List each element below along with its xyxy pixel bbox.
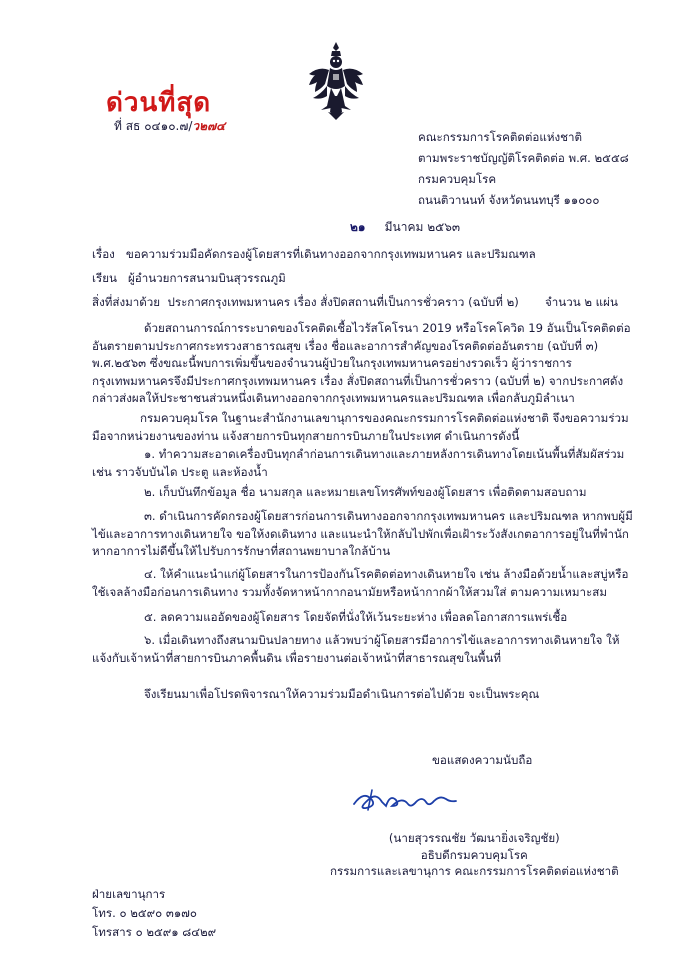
list-item: ๔. ให้คำแนะนำแก่ผู้โดยสารในการป้องกันโรคติดต่อทางเดินหายใจ เช่น ล้างมือด้วยน้ำและสบู่หรือใช้เจลล้างมือก่อนการเดินทาง รวมทั้งจัดหาหน้ากากอนามัยหรือหน้ากากผ้าให้สวมใส่ ตามความเหมาะสม [92,567,629,599]
sender-address [418,127,629,211]
enclosure-text: ประกาศกรุงเทพมหานคร เรื่อง สั่งปิดสถานที่เป็นการชั่วคราว (ฉบับที่ ๒) [167,295,519,309]
recipient-label: เรียน [92,271,117,285]
letter-date [350,218,460,237]
signature-icon [350,784,470,814]
document-number [114,117,225,136]
subject-label: เรื่อง [92,247,115,261]
signature-block [330,830,619,880]
document-number-handwritten: ว๒๗๔ [192,119,226,133]
contact-block [92,885,216,942]
list-item: ๖. เมื่อเดินทางถึงสนามบินปลายทาง แล้วพบว่าผู้โดยสารมีอาการไข้และอาการทางเดินหายใจ ให้แจ้งกับเจ้าหน้าที่สายการบินภาคพื้นดิน เพื่อรายงานต่อเจ้าหน้าที่สาธารณสุขในพื้นที่ [92,633,620,665]
list-item: ๑. ทำความสะอาดเครื่องบินทุกลำก่อนการเดินทางและภายหลังการเดินทางโดยเน้นพื้นที่สัมผัสร่วม เช่น ราวจับบันได ประตู และห้องน้ำ [92,447,625,479]
date-month-year: มีนาคม ๒๕๖๓ [384,220,461,234]
telephone: โทร. ๐ ๒๕๙๐ ๓๑๗๐ [92,906,197,920]
enclosure-count: จำนวน ๒ แผ่น [545,295,618,309]
sender-line: ตามพระราชบัญญัติโรคติดต่อ พ.ศ. ๒๕๕๘ [418,151,629,165]
complimentary-close: ขอแสดงความนับถือ [432,753,533,767]
signer-title: อธิบดีกรมควบคุมโรค [420,847,528,862]
enclosure-line [92,294,519,311]
paragraph-request: กรมควบคุมโรค ในฐานะสำนักงานเลขานุการของคณะกรรมการโรคติดต่อแห่งชาติ จึงขอความร่วมมือจากหน่วยงานของท่าน แจ้งสายการบินทุกสายการบินภายในประเทศ ดำเนินการดังนี้ [92,411,629,443]
list-item: ๓. ดำเนินการคัดกรองผู้โดยสารก่อนการเดินทางออกจากกรุงเทพมหานคร และปริมณฑล หากพบผู้มีไข้และอาการทางเดินหายใจ ขอให้งดเดินทาง และแนะนำให้กลับไปพักเพื่อเฝ้าระวังสังเกตอาการอยู่ในที่พำนัก หากอาการไม่ดีขึ้นให้ไปรับการรักษาที่สถานพยาบาลใกล้บ้าน [92,509,633,559]
sender-line: คณะกรรมการโรคติดต่อแห่งชาติ [418,130,583,144]
subject-text: ขอความร่วมมือคัดกรองผู้โดยสารที่เดินทางออกจากกรุงเทพมหานคร และปริมณฑล [125,247,536,261]
enclosure-label: สิ่งที่ส่งมาด้วย [92,295,161,309]
paragraph-closing-request: จึงเรียนมาเพื่อโปรดพิจารณาให้ความร่วมมือดำเนินการต่อไปด้วย จะเป็นพระคุณ [144,687,540,701]
recipient-text: ผู้อำนวยการสนามบินสุวรรณภูมิ [127,271,286,285]
sender-line: กรมควบคุมโรค [418,172,497,186]
department-name: ฝ่ายเลขานุการ [92,887,166,901]
document-number-prefix: ที่ สธ ๐๔๑๐.๗/ [114,119,193,133]
paragraph-background: ด้วยสถานการณ์การระบาดของโรคติดเชื้อไวรัสโคโรนา 2019 หรือโรคโควิด 19 อันเป็นโรคติดต่ออันตรายตามประกาศกระทรวงสาธารณสุข เรื่อง ชื่อและอาการสำคัญของโรคติดต่ออันตราย (ฉบับที่ ๓) พ.ศ.๒๕๖๓ ซึ่งขณะนี้พบการเพิ่มขึ้นของจำนวนผู้ป่วยในกรุงเทพมหานครอย่างรวดเร็ว ผู้ว่าราชการกรุงเทพมหานครจึงมีประกาศกรุงเทพมหานคร เรื่อง สั่งปิดสถานที่เป็นการชั่วคราว (ฉบับที่ ๒) จากประกาศดังกล่าวส่งผลให้ประชาชนส่วนหนึ่งเดินทางออกจากกรุงเทพมหานครและปริมณฑล เพื่อกลับภูมิลำเนา [92,321,631,406]
list-item: ๕. ลดความแออัดของผู้โดยสาร โดยจัดที่นั่งให้เว้นระยะห่าง เพื่อลดโอกาสการแพร่เชื้อ [144,610,568,624]
urgency-stamp: ด่วนที่สุด [106,88,212,118]
subject-line [92,246,536,263]
signer-title-secondary: กรรมการและเลขานุการ คณะกรรมการโรคติดต่อแห่งชาติ [330,864,619,878]
signer-name: (นายสุวรรณชัย วัฒนายิ่งเจริญชัย) [388,831,560,845]
fax: โทรสาร ๐ ๒๕๙๑ ๘๔๒๙ [92,925,217,939]
garuda-emblem-icon [305,40,367,122]
date-day: ๒๑ [350,220,366,234]
recipient-line [92,270,286,287]
list-item: ๒. เก็บบันทึกข้อมูล ชื่อ นามสกุล และหมายเลขโทรศัพท์ของผู้โดยสาร เพื่อติดตามสอบถาม [144,485,587,499]
sender-line: ถนนติวานนท์ จังหวัดนนทบุรี ๑๑๐๐๐ [418,193,600,207]
